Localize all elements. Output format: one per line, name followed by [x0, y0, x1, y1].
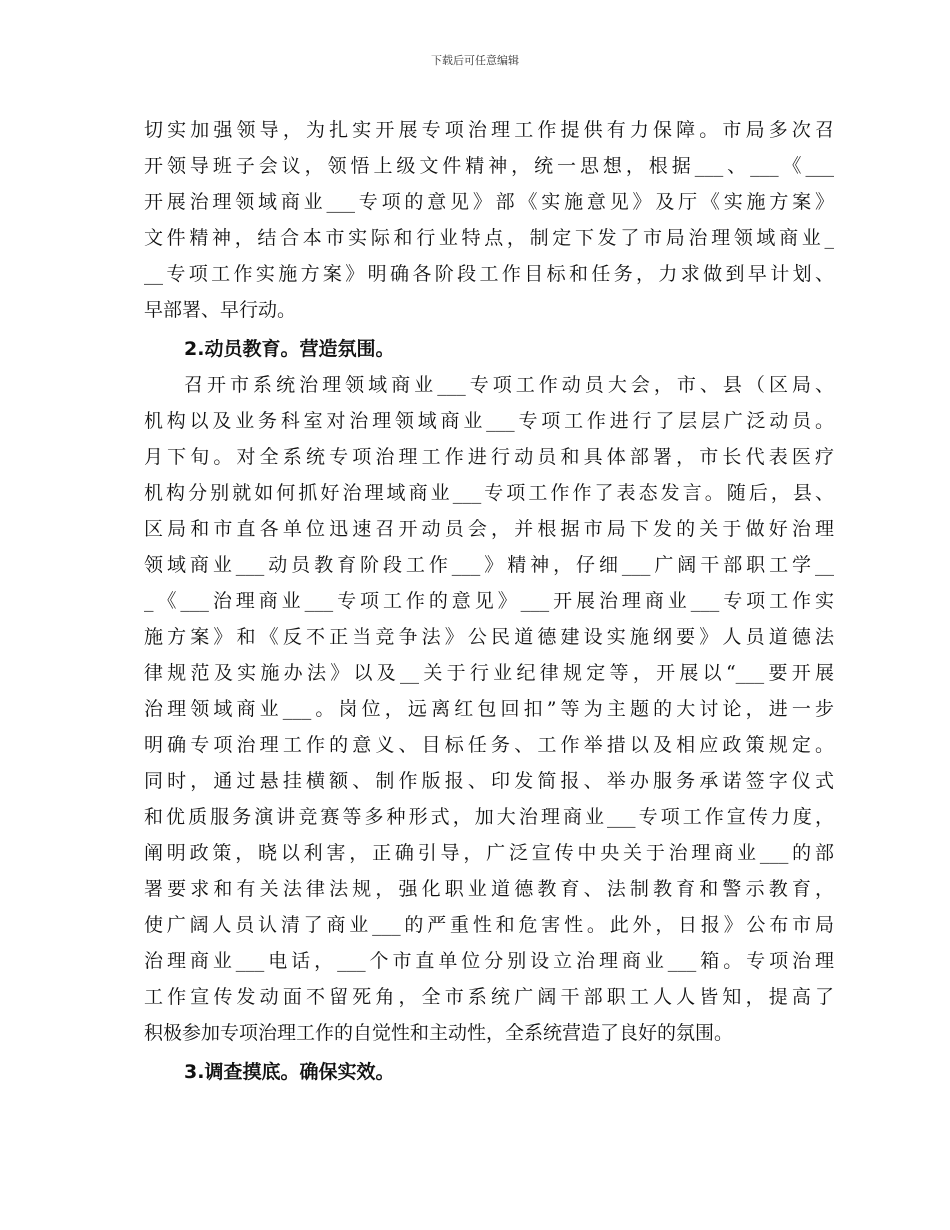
paragraph-1	[144, 112, 834, 328]
text-line: 机构分别就如何抓好治理域商业___专项工作作了表态发言。随后，县、	[144, 482, 834, 504]
text-line: 领域商业___动员教育阶段工作___》精神，仔细___广阔干部职工学__	[144, 554, 834, 576]
text-line: 阐明政策，晓以利害，正确引导，广泛宣传中央关于治理商业___的部	[144, 842, 834, 864]
text-line: 积极参加专项治理工作的自觉性和主动性，全系统营造了良好的氛围。	[144, 1022, 734, 1044]
text-line: __专项工作实施方案》明确各阶段工作目标和任务，力求做到早计划、	[144, 263, 834, 285]
section-heading-2: 2.动员教育。营造氛围。	[184, 338, 395, 360]
page-header: 下载后可任意编辑	[431, 54, 519, 67]
text-line: 工作宣传发动面不留死角，全市系统广阔干部职工人人皆知，提高了	[144, 986, 834, 1008]
text-line: 机构以及业务科室对治理领域商业___专项工作进行了层层广泛动员。	[144, 410, 834, 432]
section-heading-3: 3.调查摸底。确保实效。	[184, 1061, 395, 1083]
text-line: 同时，通过悬挂横额、制作版报、印发简报、举办服务承诺签字仪式	[144, 770, 834, 792]
text-line: _《___治理商业___专项工作的意见》___开展治理商业___专项工作实	[144, 590, 834, 612]
text-line: 文件精神，结合本市实际和行业特点，制定下发了市局治理领域商业_	[144, 227, 834, 249]
text-line: 区局和市直各单位迅速召开动员会，并根据市局下发的关于做好治理	[144, 518, 834, 540]
document-body	[144, 112, 834, 1090]
text-line: 开领导班子会议，领悟上级文件精神，统一思想，根据___、___《___	[144, 155, 834, 177]
text-line: 早部署、早行动。	[144, 299, 297, 321]
text-line: 使广阔人员认清了商业___的严重性和危害性。此外，日报》公布市局	[144, 914, 834, 936]
text-line: 明确专项治理工作的意义、目标任务、工作举措以及相应政策规定。	[144, 734, 834, 756]
text-line: 开展治理领域商业___专项的意见》部《实施意见》及厅《实施方案》	[144, 191, 834, 213]
text-line: 治理商业___电话，___个市直单位分别设立治理商业___箱。专项治理	[144, 950, 834, 972]
text-line: 月下旬。对全系统专项治理工作进行动员和具体部署，市长代表医疗	[144, 446, 834, 468]
text-line: 切实加强领导，为扎实开展专项治理工作提供有力保障。市局多次召	[144, 119, 834, 141]
text-line: 律规范及实施办法》以及__关于行业纪律规定等，开展以“___要开展	[144, 662, 834, 684]
text-line: 和优质服务演讲竞赛等多种形式，加大治理商业___专项工作宣传力度，	[144, 806, 834, 828]
text-line: 署要求和有关法律法规，强化职业道德教育、法制教育和警示教育，	[144, 878, 834, 900]
paragraph-2	[144, 367, 834, 1051]
text-line: 施方案》和《反不正当竞争法》公民道德建设实施纲要》人员道德法	[144, 626, 834, 648]
text-line: 召开市系统治理领域商业___专项工作动员大会，市、县（区局、	[184, 374, 834, 396]
text-line: 治理领域商业___。岗位，远离红包回扣”等为主题的大讨论，进一步	[144, 698, 834, 720]
